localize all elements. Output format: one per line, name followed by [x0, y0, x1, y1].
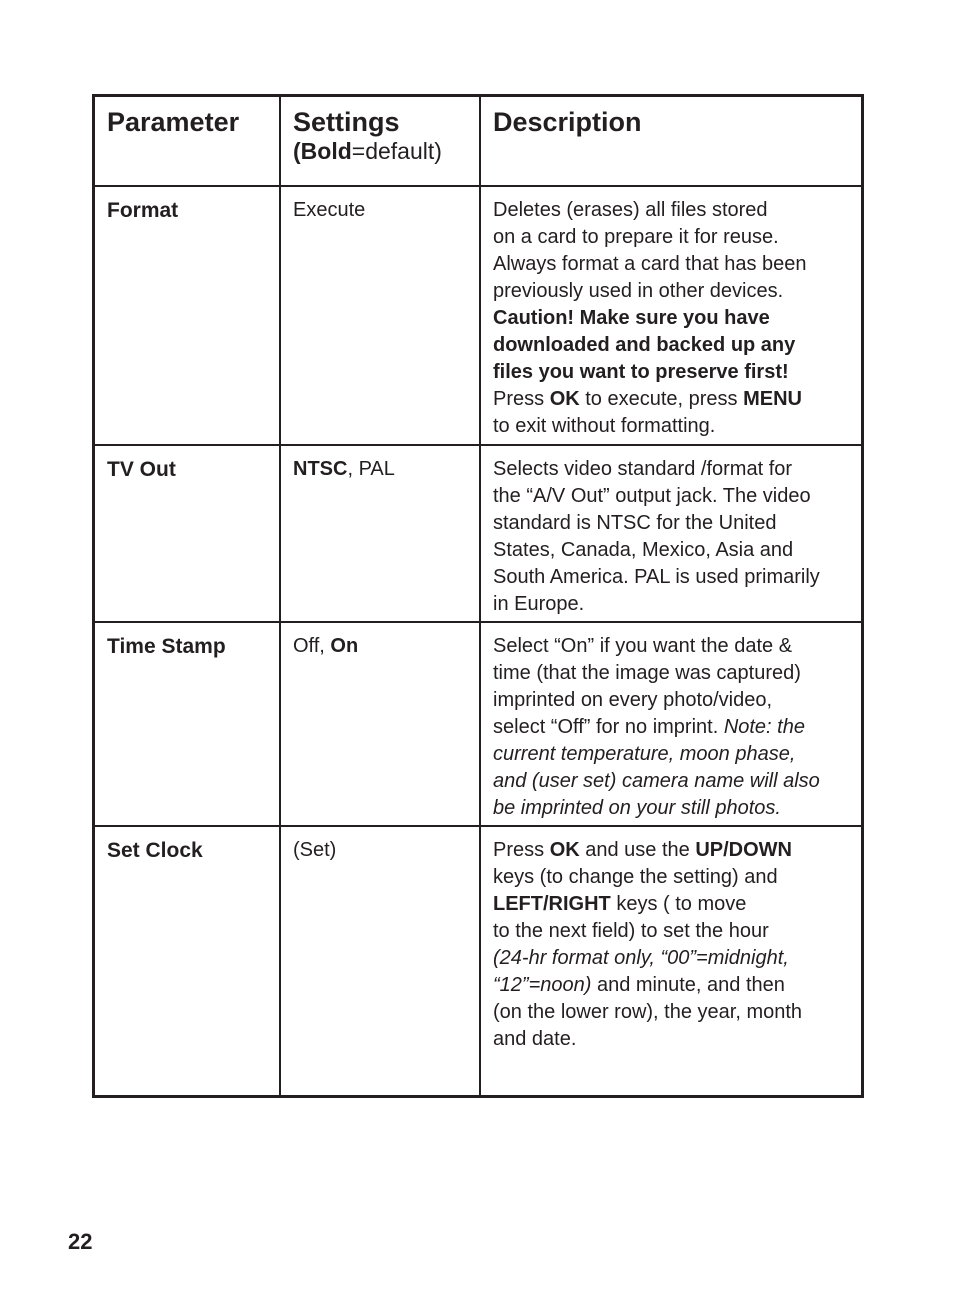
parameter-table — [92, 94, 864, 1098]
table-row — [95, 185, 861, 444]
param-settings: (Set) — [293, 839, 337, 861]
param-name: TV Out — [107, 458, 176, 481]
table-row — [95, 621, 861, 825]
param-description: Deletes (erases) all files stored on a card to prepare it for reuse. Always format a card that has been previously used in other devices. Caution! Make sure you have downloaded and backed up any files you want to preserve first! Press OK to execute, press MENU to exit without formatting. — [493, 199, 807, 437]
header-description: Description — [493, 107, 642, 137]
param-settings: Off, On — [293, 635, 359, 657]
table-row — [95, 825, 861, 1095]
param-name: Set Clock — [107, 839, 203, 862]
param-settings: Execute — [293, 199, 366, 221]
table-row — [95, 444, 861, 621]
param-description: Select “On” if you want the date & time (that the image was captured) imprinted on every photo/video, select “Off” for no imprint. Note: the current temperature, moon phase, and (user set) camera name will also be imprinted on your still photos. — [493, 635, 820, 819]
param-description: Selects video standard /format for the “A/V Out” output jack. The video standard is NTSC for the United States, Canada, Mexico, Asia and South America. PAL is used primarily in Europe. — [493, 458, 820, 615]
header-settings-note: (Bold=default) — [293, 138, 442, 165]
header-parameter: Parameter — [107, 107, 240, 137]
header-settings — [281, 97, 481, 185]
param-settings: NTSC, PAL — [293, 458, 395, 480]
header-settings-label: Settings — [293, 107, 400, 137]
param-name: Time Stamp — [107, 635, 226, 658]
page-number: 22 — [68, 1229, 93, 1254]
table-header — [95, 97, 861, 185]
param-name: Format — [107, 199, 179, 222]
param-description: Press OK and use the UP/DOWN keys (to change the setting) and LEFT/RIGHT keys ( to move to the next field) to set the hour (24-hr format only, “00”=midnight, “12”=noon) and minute, and then (on the lower row), the year, month and date. — [493, 839, 803, 1050]
